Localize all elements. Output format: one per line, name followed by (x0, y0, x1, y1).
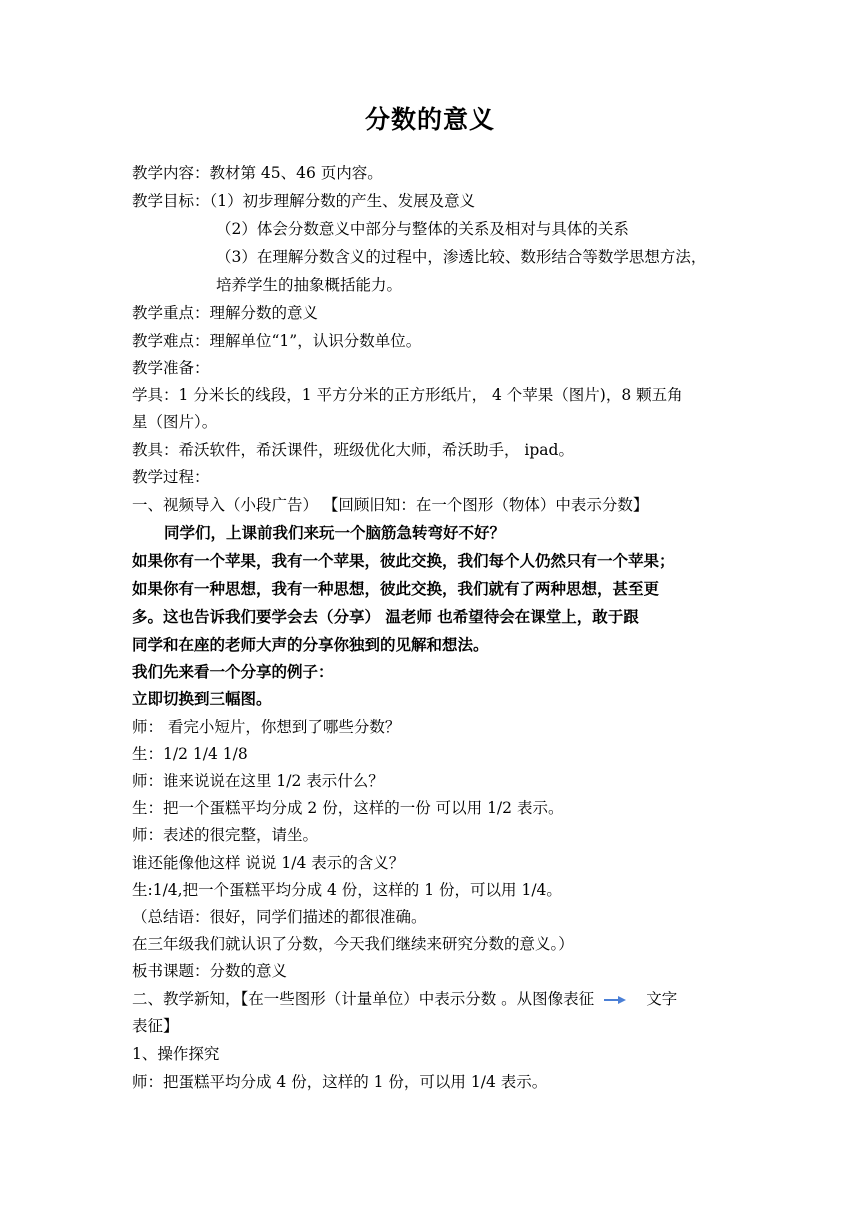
text-span: 二、教学新知，【在一些图形（计量单位）中表示分数 。从图像表征 (132, 990, 595, 1008)
text-line: 师： 看完小短片，你想到了哪些分数？ (132, 718, 401, 736)
text-line: 生:1/4,把一个蛋糕平均分成 4 份，这样的 1 份，可以用 1/4。 (132, 881, 562, 899)
document-title: 分数的意义 (364, 105, 495, 134)
text-line: 教具：希沃软件，希沃课件，班级优化大师，希沃助手， ipad。 (132, 441, 574, 459)
text-line: 教学准备： (132, 359, 210, 377)
text-line: 教学重点：理解分数的意义 (132, 304, 319, 322)
text-line: 教学目标：（1）初步理解分数的产生、发展及意义 (132, 192, 476, 210)
text-line: 培养学生的抽象概括能力。 (216, 276, 403, 294)
text-line: 多。这也告诉我们要学会去（分享） 温老师 也希望待会在课堂上，敢于跟 (132, 607, 639, 626)
text-line: 我们先来看一个分享的例子： (132, 662, 334, 681)
text-line: 如果你有一种思想，我有一种思想，彼此交换，我们就有了两种思想，甚至更 (132, 579, 660, 598)
text-line: 教学难点：理解单位“1”，认识分数单位。 (132, 332, 422, 350)
text-line: 生：把一个蛋糕平均分成 2 份，这样的一份 可以用 1/2 表示。 (132, 799, 564, 817)
text-line: 星（图片）。 (132, 413, 218, 431)
text-line: 师：表述的很完整，请坐。 (132, 826, 319, 844)
text-line: 如果你有一个苹果，我有一个苹果，彼此交换，我们每个人仍然只有一个苹果； (132, 551, 675, 570)
text-line: 师：把蛋糕平均分成 4 份，这样的 1 份，可以用 1/4 表示。 (132, 1073, 548, 1091)
text-line: （总结语：很好，同学们描述的都很准确。 (132, 908, 427, 926)
text-line: 谁还能像他这样 说说 1/4 表示的含义？ (132, 854, 405, 872)
text-line: 表征】 (132, 1017, 179, 1035)
text-line: 1、操作探究 (132, 1045, 220, 1063)
text-line: 一、视频导入（小段广告） 【回顾旧知：在一个图形（物体）中表示分数】 (132, 496, 649, 514)
text-line: 板书课题：分数的意义 (132, 962, 288, 980)
text-line: 教学过程： (132, 468, 210, 486)
text-line (132, 988, 677, 1010)
text-line: 学具：1 分米长的线段，1 平方分米的正方形纸片， 4 个苹果（图片)，8 颗五角 (132, 386, 683, 404)
text-line: 生：1/2 1/4 1/8 (132, 745, 248, 763)
text-line: 教学内容：教材第 45、46 页内容。 (132, 164, 383, 182)
text-line: 同学和在座的老师大声的分享你独到的见解和想法。 (132, 635, 489, 654)
text-line: 同学们，上课前我们来玩一个脑筋急转弯好不好？ (164, 523, 506, 542)
text-line: 师：谁来说说在这里 1/2 表示什么？ (132, 772, 384, 790)
text-line: 立即切换到三幅图。 (132, 689, 272, 708)
arrow-right-icon (604, 995, 626, 1005)
text-line: （2）体会分数意义中部分与整体的关系及相对与具体的关系 (216, 220, 629, 238)
text-span: 文字 (646, 990, 678, 1008)
text-line: （3）在理解分数含义的过程中，渗透比较、数形结合等数学思想方法， (216, 248, 707, 266)
text-line: 在三年级我们就认识了分数，今天我们继续来研究分数的意义。） (132, 935, 574, 953)
